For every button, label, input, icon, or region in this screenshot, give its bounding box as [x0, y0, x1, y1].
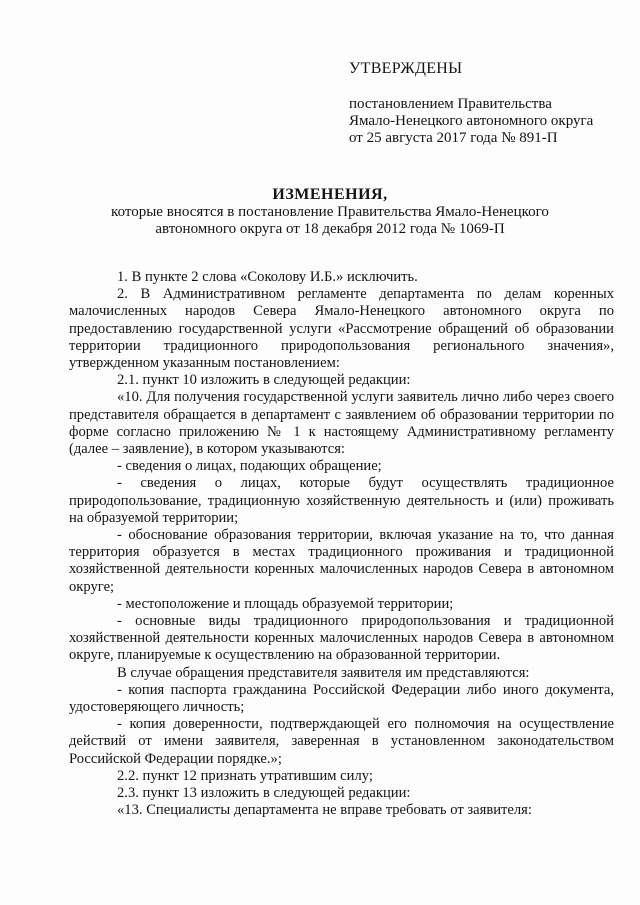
title-subline: автономного округа от 18 декабря 2012 года № 1069-П: [155, 221, 505, 237]
approval-block: [349, 60, 629, 147]
document-title: ИЗМЕНЕНИЯ,: [272, 186, 388, 203]
title-block: [60, 186, 600, 238]
body-paragraph: 2.1. пункт 10 изложить в следующей редакции:: [117, 372, 411, 389]
document-body: [69, 269, 614, 820]
body-paragraph: - основные виды традиционного природопользования и традиционной хозяйственной деятельности коренных малочисленных народов Севера в автономном округе, планируемые к осуществлению на образованной территории.: [69, 613, 614, 664]
body-paragraph: 2. В Административном регламенте департамента по делам коренных малочисленных народов Севера Ямало-Ненецкого автономного округа по предоставлению государственной услуги «Рассмотрение обращений об образовании территории традиционного природопользования регионального значения», утвержденном указанным постановлением:: [69, 286, 614, 372]
body-paragraph: - копия паспорта гражданина Российской Федерации либо иного документа, удостоверяющего личность;: [69, 681, 614, 716]
body-paragraph: 2.2. пункт 12 признать утратившим силу;: [117, 767, 373, 784]
body-paragraph: 2.3. пункт 13 изложить в следующей редакции:: [117, 785, 411, 802]
approval-line: Ямало-Ненецкого автономного округа: [349, 113, 594, 129]
title-subline: которые вносятся в постановление Правительства Ямало-Ненецкого: [111, 204, 549, 220]
body-paragraph: - копия доверенности, подтверждающей его полномочия на осуществление действий от имени заявителя, заверенная в установленном законодательством Российской Федерации порядке.»;: [69, 716, 614, 767]
approval-heading: УТВЕРЖДЕНЫ: [349, 60, 463, 77]
body-paragraph: В случае обращения представителя заявителя им представляются:: [117, 664, 530, 681]
body-paragraph: - обоснование образования территории, включая указание на то, что данная территория образуется в местах традиционного проживания и традиционной хозяйственной деятельности коренных малочисленных народов Севера в автономном округе;: [69, 527, 614, 595]
body-paragraph: 1. В пункте 2 слова «Соколову И.Б.» исключить.: [117, 269, 418, 285]
body-paragraph: - сведения о лицах, которые будут осуществлять традиционное природопользование, традиционную хозяйственную деятельность и (или) проживать на образуемой территории;: [69, 475, 614, 526]
body-paragraph: - местоположение и площадь образуемой территории;: [117, 595, 454, 612]
body-paragraph: «10. Для получения государственной услуги заявитель лично либо через своего представителя обращается в департамент с заявлением об образовании территории по форме согласно приложению № 1 к настоящему Административному регламенту (далее – заявление), в котором указываются:: [69, 389, 614, 458]
approval-line: от 25 августа 2017 года № 891-П: [349, 130, 558, 146]
body-paragraph: «13. Специалисты департамента не вправе требовать от заявителя:: [117, 802, 532, 819]
approval-line: постановлением Правительства: [349, 96, 552, 112]
body-paragraph: - сведения о лицах, подающих обращение;: [117, 458, 382, 475]
